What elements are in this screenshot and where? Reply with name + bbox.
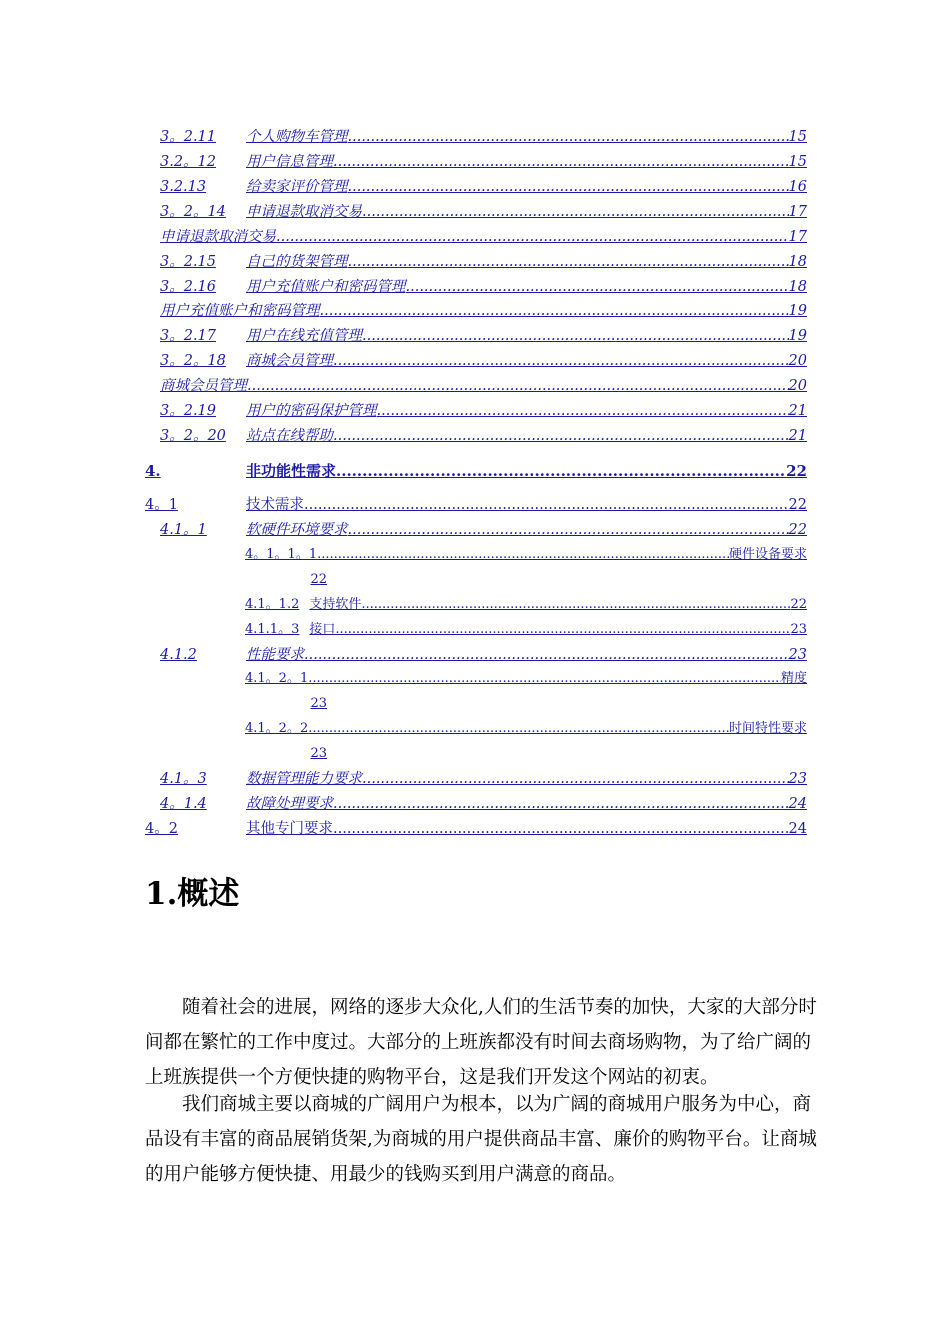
- toc-entry-title: 用户的密码保护管理: [246, 403, 377, 419]
- toc-entry[interactable]: [160, 126, 807, 148]
- toc-entry-title: 数据管理能力要求: [246, 771, 362, 787]
- toc-leader-dots: [333, 818, 789, 840]
- toc-entry-page: 15: [788, 154, 807, 170]
- toc-entry-number: 3。2.15: [160, 254, 217, 270]
- toc-entry-title: 时间特性要求: [728, 721, 807, 736]
- toc-leader-dots: [362, 325, 789, 347]
- toc-entry[interactable]: [160, 151, 807, 173]
- toc-entry-number: 3。2.19: [160, 403, 217, 419]
- toc-entry-title: 自己的货架管理: [246, 254, 348, 270]
- toc-entry-page: 24: [788, 821, 807, 837]
- body-paragraph: 随着社会的进展，网络的逐步大众化,人们的生活节奏的加快，大家的大部分时间都在繁忙的工作中度过。大部分的上班族都没有时间去商场购物，为了给广阔的上班族提供一个方便快捷的购物平台，这是我们开发这个网站的初衷。: [145, 997, 817, 1088]
- toc-entry[interactable]: [160, 201, 807, 223]
- toc-entry-number: 4.1。3: [160, 771, 207, 787]
- toc-entry-page: 23: [788, 771, 807, 787]
- toc-leader-dots: [377, 400, 789, 422]
- toc-entry-title: 商城会员管理: [246, 353, 333, 369]
- toc-entry[interactable]: [245, 619, 807, 641]
- toc-leader-dots: [304, 494, 789, 516]
- toc-entry-page: 20: [788, 378, 807, 394]
- toc-entry[interactable]: [245, 594, 807, 616]
- toc-entry-number: 4。2: [145, 821, 178, 837]
- toc-entry[interactable]: [160, 375, 807, 397]
- toc-entry-page: 24: [788, 796, 807, 812]
- toc-entry-number: 4.1。1: [160, 522, 207, 538]
- toc-entry-page: 18: [788, 254, 807, 270]
- toc-entry-title: 个人购物车管理: [246, 129, 348, 145]
- toc-entry-page[interactable]: 23: [310, 696, 327, 711]
- toc-leader-dots: [348, 176, 789, 198]
- toc-entry-title: 用户信息管理: [246, 154, 333, 170]
- toc-leader-dots: [276, 226, 789, 248]
- toc-entry-page[interactable]: 23: [310, 746, 327, 761]
- toc-leader-dots: [333, 151, 789, 173]
- toc-entry-page: 19: [788, 303, 807, 319]
- toc-entry-title: 商城会员管理: [160, 378, 247, 394]
- toc-entry-page: 21: [788, 403, 807, 419]
- toc-entry[interactable]: [160, 276, 807, 298]
- toc-entry-number: 3.2.13: [160, 179, 207, 195]
- toc-entry-title: 给卖家评价管理: [246, 179, 348, 195]
- toc-entry-title: 申请退款取消交易: [160, 229, 276, 245]
- toc-entry[interactable]: [160, 793, 807, 815]
- toc-entry-number: 3.2。12: [160, 154, 217, 170]
- toc-entry-number: 4.1。2。2: [245, 721, 309, 736]
- toc-leader-dots: [361, 594, 790, 616]
- toc-entry-number: 3。2.11: [160, 129, 217, 145]
- toc-entry[interactable]: [160, 400, 807, 422]
- toc-entry-page: 17: [788, 229, 807, 245]
- toc-leader-dots: [308, 668, 781, 690]
- toc-leader-dots: [348, 126, 789, 148]
- toc-entry-page: 18: [788, 279, 807, 295]
- toc-entry[interactable]: [160, 425, 807, 447]
- toc-entry-page: 15: [788, 129, 807, 145]
- toc-entry[interactable]: [160, 300, 807, 322]
- toc-entry[interactable]: [160, 644, 807, 666]
- toc-entry-number: 4.1.2: [160, 647, 197, 663]
- toc-entry-page: 22: [786, 462, 807, 480]
- toc-entry[interactable]: [145, 818, 807, 840]
- toc-entry-title: 其他专门要求: [246, 821, 333, 837]
- toc-entry-page: 20: [788, 353, 807, 369]
- toc-entry-number: 3。2.16: [160, 279, 217, 295]
- toc-entry-title: 接口: [309, 622, 336, 637]
- toc-leader-dots: [247, 375, 789, 397]
- toc-entry-number: 4.: [145, 462, 161, 480]
- toc-entry-number: 4。1: [145, 497, 178, 513]
- toc-entry-title: 申请退款取消交易: [246, 204, 362, 220]
- toc-entry-title: 用户充值账户和密码管理: [160, 303, 320, 319]
- toc-entry[interactable]: [160, 350, 807, 372]
- toc-entry-page: 21: [788, 428, 807, 444]
- toc-entry-page: 22: [790, 597, 807, 612]
- toc-leader-dots: [348, 519, 789, 541]
- toc-leader-dots: [308, 718, 729, 740]
- toc-leader-dots: [333, 425, 789, 447]
- toc-entry-page: 23: [790, 622, 807, 637]
- toc-leader-dots: [333, 350, 789, 372]
- toc-entry[interactable]: [160, 251, 807, 273]
- toc-entry[interactable]: [245, 718, 807, 740]
- toc-leader-dots: [348, 251, 789, 273]
- toc-entry-title: 精度: [780, 671, 807, 686]
- toc-entry-page: 19: [788, 328, 807, 344]
- toc-entry-title: 硬件设备要求: [728, 547, 807, 562]
- body-paragraph: 我们商城主要以商城的广阔用户为根本，以为广阔的商城用户服务为中心，商品设有丰富的商品展销货架,为商城的用户提供商品丰富、廉价的购物平台。让商城的用户能够方便快捷、用最少的钱购买到用户满意的商品。: [145, 1094, 817, 1185]
- toc-entry-title: 支持软件: [309, 597, 362, 612]
- toc-entry-title: 故障处理要求: [246, 796, 333, 812]
- toc-entry-number: 4.1.1。3: [245, 622, 300, 637]
- toc-leader-dots: [362, 201, 789, 223]
- toc-leader-dots: [317, 544, 729, 566]
- toc-entry[interactable]: [160, 176, 807, 198]
- toc-entry-number: 4.1。1.2: [245, 597, 300, 612]
- toc-entry-page: 22: [788, 522, 807, 538]
- toc-entry-title: 软硬件环境要求: [246, 522, 348, 538]
- toc-entry-page: 16: [788, 179, 807, 195]
- section-heading: 1.概述: [145, 876, 240, 912]
- toc-entry-number: 3。2.17: [160, 328, 217, 344]
- toc-entry-number: 3。2。20: [160, 428, 226, 444]
- toc-entry[interactable]: [160, 519, 807, 541]
- toc-leader-dots: [335, 619, 790, 641]
- toc-leader-dots: [304, 644, 789, 666]
- toc-entry-number: 3。2。14: [160, 204, 226, 220]
- toc-entry-number: 3。2。18: [160, 353, 226, 369]
- toc-leader-dots: [362, 768, 789, 790]
- toc-entry-title: 用户充值账户和密码管理: [246, 279, 406, 295]
- toc-entry-page[interactable]: 22: [310, 572, 327, 587]
- toc-entry-page: 23: [788, 647, 807, 663]
- toc-entry[interactable]: [160, 226, 807, 248]
- toc-leader-dots: [336, 460, 786, 482]
- toc-entry[interactable]: [245, 668, 807, 690]
- toc-entry-title: 非功能性需求: [246, 462, 337, 480]
- toc-leader-dots: [333, 793, 789, 815]
- toc-entry-number: 4.1。2。1: [245, 671, 309, 686]
- toc-entry-title: 性能要求: [246, 647, 304, 663]
- toc-entry-chapter[interactable]: [145, 460, 807, 482]
- toc-leader-dots: [406, 276, 789, 298]
- toc-entry-title: 技术需求: [246, 497, 304, 513]
- toc-entry[interactable]: [160, 325, 807, 347]
- toc-entry-number: 4。1。1。1: [245, 547, 318, 562]
- toc-entry-page: 22: [788, 497, 807, 513]
- toc-entry[interactable]: [160, 768, 807, 790]
- toc-leader-dots: [320, 300, 789, 322]
- toc-entry[interactable]: [145, 494, 807, 516]
- toc-entry-page: 17: [788, 204, 807, 220]
- toc-entry-title: 站点在线帮助: [246, 428, 333, 444]
- toc-entry-number: 4。1.4: [160, 796, 207, 812]
- toc-entry[interactable]: [245, 544, 807, 566]
- toc-entry-title: 用户在线充值管理: [246, 328, 362, 344]
